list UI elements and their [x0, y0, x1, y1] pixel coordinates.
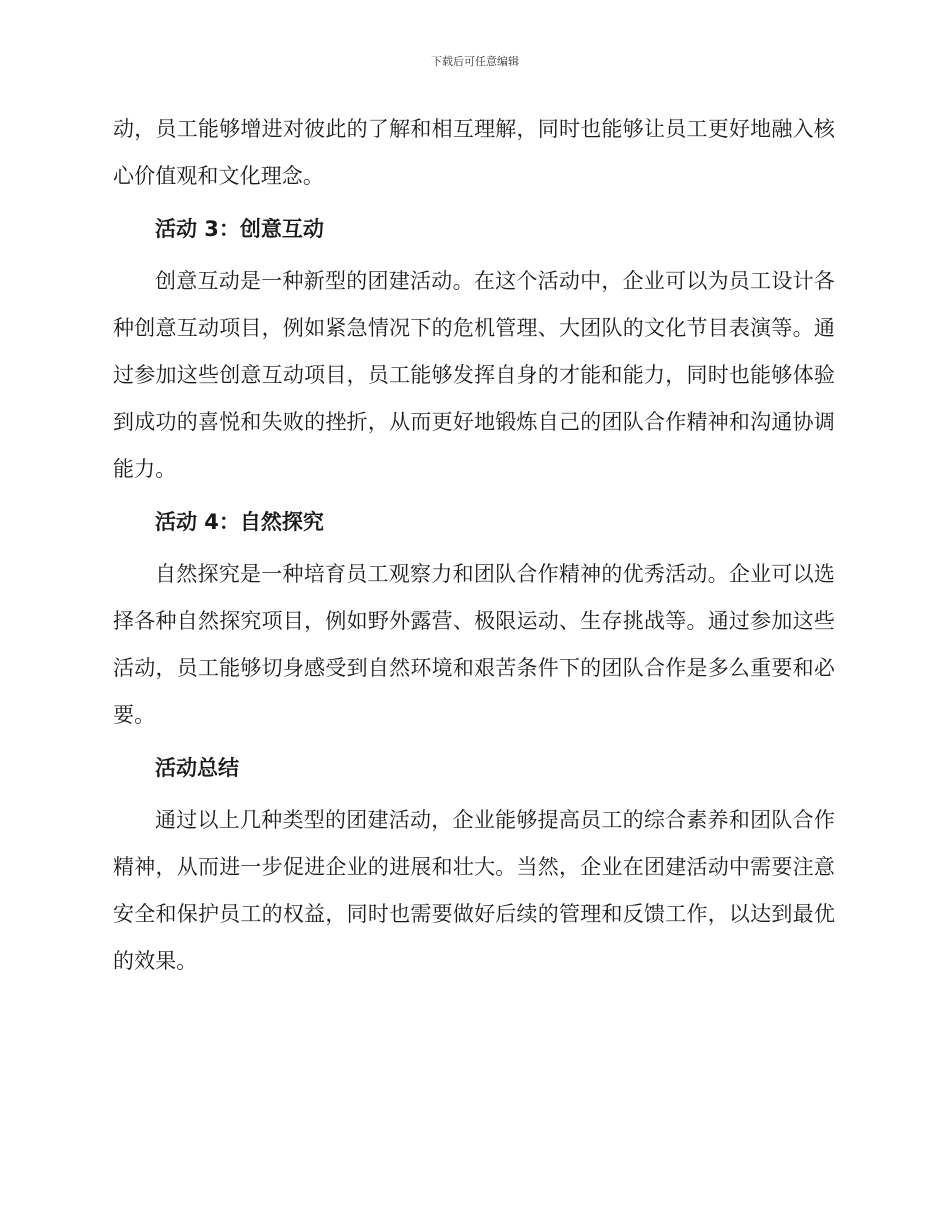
paragraph-nature-exploration: 自然探究是一种培育员工观察力和团队合作精神的优秀活动。企业可以选择各种自然探究项目，例如野外露营、极限运动、生存挑战等。通过参加这些活动，员工能够切身感受到自然环境和艰苦条件下的团队合作是多么重要和必要。	[113, 562, 835, 727]
document-body	[113, 106, 835, 985]
heading-activity-3: 活动 3：创意互动	[155, 217, 324, 241]
paragraph-creative-interaction: 创意互动是一种新型的团建活动。在这个活动中，企业可以为员工设计各种创意互动项目，例如紧急情况下的危机管理、大团队的文化节目表演等。通过参加这些创意互动项目，员工能够发挥自身的才能和能力，同时也能够体验到成功的喜悦和失败的挫折，从而更好地锻炼自己的团队合作精神和沟通协调能力。	[113, 269, 835, 481]
paragraph-continuation: 动，员工能够增进对彼此的了解和相互理解，同时也能够让员工更好地融入核心价值观和文化理念。	[113, 117, 835, 188]
heading-activity-4: 活动 4：自然探究	[155, 510, 324, 534]
page-header: 下载后可任意编辑	[431, 55, 519, 68]
heading-activity-summary: 活动总结	[155, 756, 239, 780]
paragraph-summary: 通过以上几种类型的团建活动，企业能够提高员工的综合素养和团队合作精神，从而进一步促进企业的进展和壮大。当然，企业在团建活动中需要注意安全和保护员工的权益，同时也需要做好后续的管理和反馈工作，以达到最优的效果。	[113, 808, 835, 973]
